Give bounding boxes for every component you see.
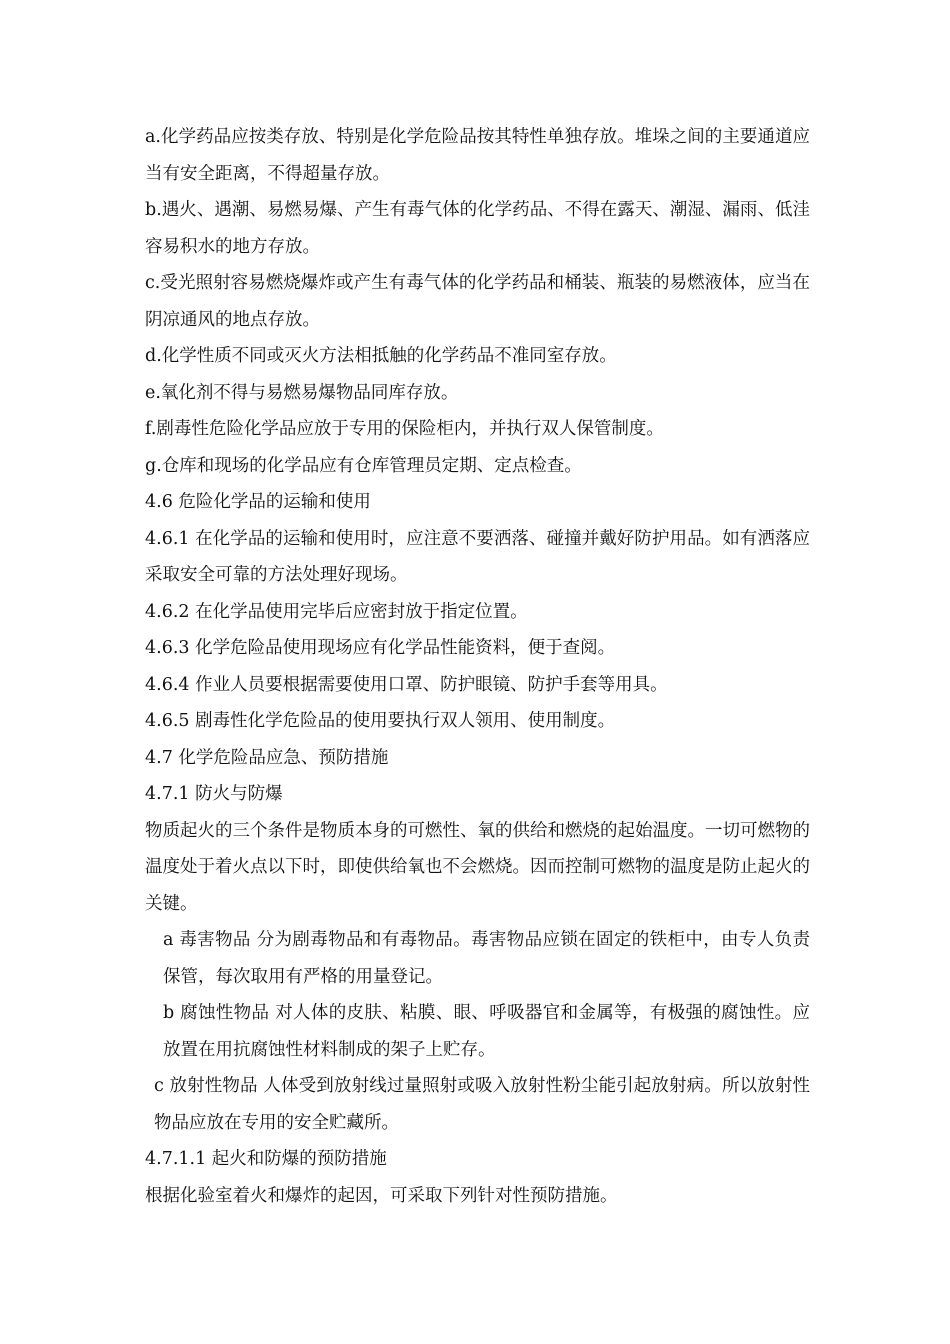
storage-rule-e: e.氧化剂不得与易燃易爆物品同库存放。 — [145, 382, 459, 403]
storage-rule-d: d.化学性质不同或灭火方法相抵触的化学药品不准同室存放。 — [145, 346, 617, 366]
clause-4-6-4: 4.6.4 作业人员要根据需要使用口罩、防护眼镜、防护手套等用具。 — [145, 674, 668, 695]
clause-4-6-1: 4.6.1 在化学品的运输和使用时，应注意不要洒落、碰撞并戴好防护用品。如有洒落应采取安全可靠的方法处理好现场。 — [145, 528, 810, 585]
storage-rule-f: f.剧毒性危险化学品应放于专用的保险柜内，并执行双人保管制度。 — [145, 419, 664, 439]
section-heading-4-7-1: 4.7.1 防火与防爆 — [145, 784, 283, 804]
section-heading-4-6: 4.6 危险化学品的运输和使用 — [145, 492, 371, 512]
clause-4-6-5: 4.6.5 剧毒性化学危险品的使用要执行双人领用、使用制度。 — [145, 711, 616, 731]
section-heading-4-7-1-1: 4.7.1.1 起火和防爆的预防措施 — [145, 1149, 387, 1169]
clause-4-6-3: 4.6.3 化学危险品使用现场应有化学品性能资料，便于查阅。 — [145, 638, 616, 658]
toxic-items-paragraph: a 毒害物品 分为剧毒物品和有毒物品。毒害物品应锁在固定的铁柜中，由专人负责保管，每次取用有严格的用量登记。 — [163, 930, 810, 987]
document-body — [145, 119, 810, 1214]
clause-4-6-2: 4.6.2 在化学品使用完毕后应密封放于指定位置。 — [145, 601, 528, 622]
storage-rule-g: g.仓库和现场的化学品应有仓库管理员定期、定点检查。 — [145, 455, 582, 476]
storage-rule-a: a.化学药品应按类存放、特别是化学危险品按其特性单独存放。堆垛之间的主要通道应当有安全距离，不得超量存放。 — [145, 127, 810, 184]
fire-conditions-paragraph: 物质起火的三个条件是物质本身的可燃性、氧的供给和燃烧的起始温度。一切可燃物的温度处于着火点以下时，即使供给氧也不会燃烧。因而控制可燃物的温度是防止起火的关键。 — [145, 820, 810, 914]
section-heading-4-7: 4.7 化学危险品应急、预防措施 — [145, 747, 389, 768]
preventive-measures-intro: 根据化验室着火和爆炸的起因，可采取下列针对性预防措施。 — [145, 1185, 618, 1206]
storage-rule-b: b.遇火、遇潮、易燃易爆、产生有毒气体的化学药品、不得在露天、潮湿、漏雨、低洼容易积水的地方存放。 — [145, 200, 810, 257]
corrosive-items-paragraph: b 腐蚀性物品 对人体的皮肤、粘膜、眼、呼吸器官和金属等，有极强的腐蚀性。应放置在用抗腐蚀性材料制成的架子上贮存。 — [163, 1003, 810, 1060]
radioactive-items-paragraph: c 放射性物品 人体受到放射线过量照射或吸入放射性粉尘能引起放射病。所以放射性物品应放在专用的安全贮藏所。 — [154, 1076, 810, 1133]
storage-rule-c: c.受光照射容易燃烧爆炸或产生有毒气体的化学药品和桶装、瓶装的易燃液体，应当在阴凉通风的地点存放。 — [145, 273, 810, 330]
